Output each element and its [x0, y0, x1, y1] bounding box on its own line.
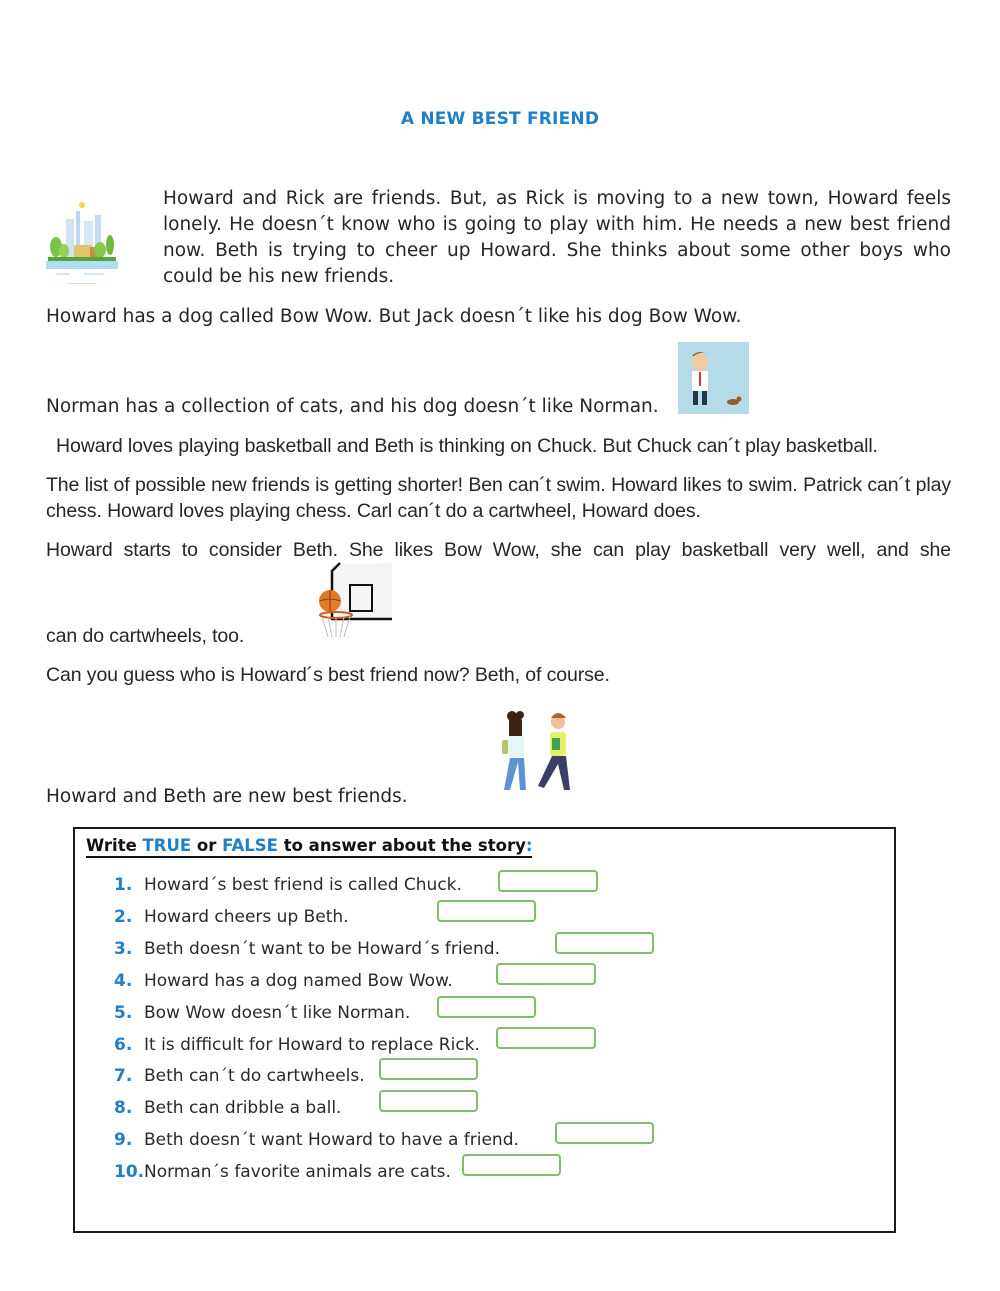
answer-input-5[interactable] [437, 996, 536, 1018]
instruction-or: or [191, 836, 223, 855]
quiz-question-4 [114, 970, 453, 992]
story-paragraph-consider-beth: Howard starts to consider Beth. She likes Bow Wow, she can play basketball very well, and she [46, 539, 951, 561]
quiz-question-1 [114, 874, 462, 896]
city-illustration-image [44, 195, 120, 287]
instruction-suffix: to answer about the story [277, 836, 526, 855]
question-text: Howard cheers up Beth. [144, 907, 349, 927]
question-number: 8. [114, 1098, 133, 1118]
answer-input-8[interactable] [379, 1090, 478, 1112]
quiz-question-5 [114, 1002, 410, 1024]
scared-man-dog-image [678, 342, 749, 414]
quiz-instruction [86, 836, 532, 858]
quiz-question-8 [114, 1097, 341, 1119]
question-text: It is difficult for Howard to replace Rick. [144, 1035, 480, 1055]
story-paragraph-basketball: Howard loves playing basketball and Beth is thinking on Chuck. But Chuck can´t play basketball. [56, 435, 878, 457]
question-text: Norman´s favorite animals are cats. [144, 1162, 451, 1182]
question-number: 3. [114, 939, 133, 959]
answer-input-10[interactable] [462, 1154, 561, 1176]
story-paragraph-cartwheels: can do cartwheels, too. [46, 625, 245, 647]
instruction-prefix: Write [86, 836, 143, 855]
quiz-question-6 [114, 1034, 480, 1056]
question-text: Beth doesn´t want Howard to have a friend. [144, 1130, 519, 1150]
quiz-question-7 [114, 1065, 365, 1087]
answer-input-6[interactable] [496, 1027, 596, 1049]
answer-input-1[interactable] [498, 870, 598, 892]
answer-input-3[interactable] [555, 932, 654, 954]
quiz-question-2 [114, 906, 349, 928]
question-number: 4. [114, 971, 133, 991]
answer-input-2[interactable] [437, 900, 536, 922]
question-number: 5. [114, 1003, 133, 1023]
basketball-hoop-image [306, 561, 394, 643]
false-keyword: FALSE [222, 836, 278, 855]
question-text: Howard´s best friend is called Chuck. [144, 875, 462, 895]
instruction-colon: : [525, 836, 533, 855]
answer-input-9[interactable] [555, 1122, 654, 1144]
story-paragraph-norman: Norman has a collection of cats, and his dog doesn´t like Norman. [46, 396, 659, 417]
question-number: 10. [114, 1162, 145, 1182]
answer-input-7[interactable] [379, 1058, 478, 1080]
two-kids-walking-image [492, 706, 582, 802]
question-text: Beth doesn´t want to be Howard´s friend. [144, 939, 500, 959]
true-keyword: TRUE [142, 836, 192, 855]
story-paragraph-guess: Can you guess who is Howard´s best friend now? Beth, of course. [46, 664, 610, 686]
story-paragraph-dog: Howard has a dog called Bow Wow. But Jack doesn´t like his dog Bow Wow. [46, 306, 742, 327]
page-title: A NEW BEST FRIEND [400, 109, 600, 129]
question-number: 9. [114, 1130, 133, 1150]
question-text: Beth can´t do cartwheels. [144, 1066, 365, 1086]
question-text: Beth can dribble a ball. [144, 1098, 342, 1118]
quiz-question-10 [114, 1161, 451, 1183]
question-text: Howard has a dog named Bow Wow. [144, 971, 453, 991]
question-number: 6. [114, 1035, 133, 1055]
answer-input-4[interactable] [496, 963, 596, 985]
question-text: Bow Wow doesn´t like Norman. [144, 1003, 411, 1023]
question-number: 7. [114, 1066, 133, 1086]
story-paragraph-intro: Howard and Rick are friends. But, as Rick is moving to a new town, Howard feels lonely. He doesn´t know who is going to play with him. He needs a new best friend now. Beth is trying to cheer up Howard. She thinks about some other boys who could be his new friends. [163, 188, 951, 287]
question-number: 2. [114, 907, 133, 927]
quiz-question-3 [114, 938, 500, 960]
quiz-question-9 [114, 1129, 519, 1151]
story-paragraph-conclusion: Howard and Beth are new best friends. [46, 786, 408, 807]
story-paragraph-list: The list of possible new friends is getting shorter! Ben can´t swim. Howard likes to swim. Patrick can´t play chess. Howard loves playing chess. Carl can´t do a cartwheel, Howard does. [46, 474, 951, 522]
question-number: 1. [114, 875, 133, 895]
